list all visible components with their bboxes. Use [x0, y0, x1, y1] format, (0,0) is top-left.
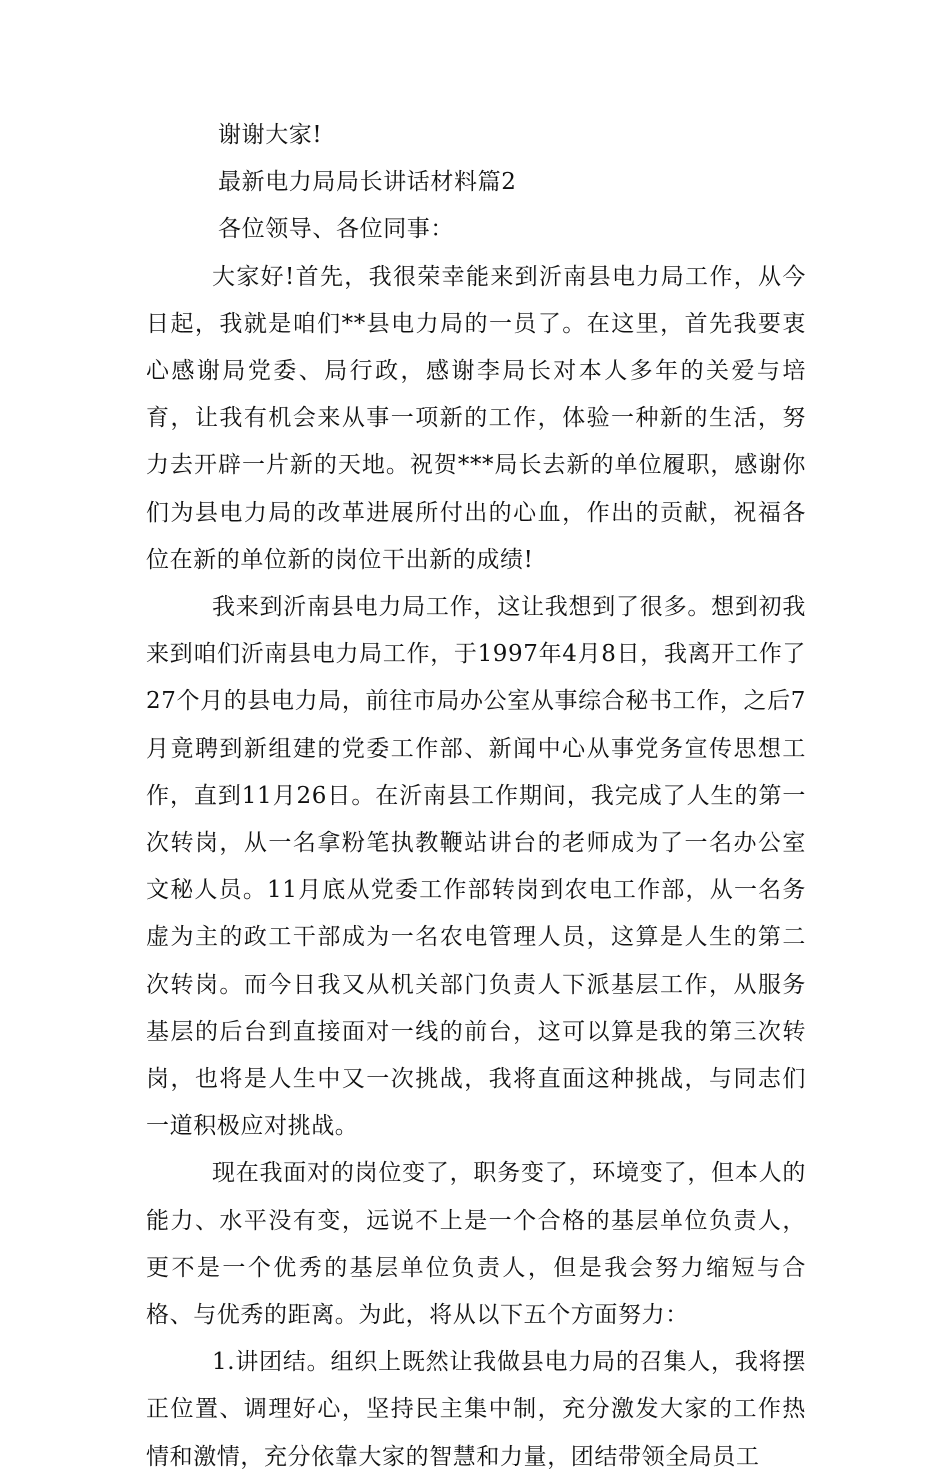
document-body	[146, 112, 806, 1481]
paragraph-opening: 大家好!首先，我很荣幸能来到沂南县电力局工作，从今日起，我就是咱们**县电力局的一员了。在这里，首先我要衷心感谢局党委、局行政，感谢李局长对本人多年的关爱与培育，让我有机会来从事一项新的工作，体验一种新的生活，努力去开辟一片新的天地。祝贺***局长去新的单位履职，感谢你们为县电力局的改革进展所付出的心血，作出的贡献，祝福各位在新的单位新的岗位干出新的成绩!	[146, 263, 806, 573]
paragraph-career: 我来到沂南县电力局工作，这让我想到了很多。想到初我来到咱们沂南县电力局工作，于1997年4月8日，我离开工作了27个月的县电力局，前往市局办公室从事综合秘书工作，之后7月竟聘到新组建的党委工作部、新闻中心从事党务宣传思想工作，直到11月26日。在沂南县工作期间，我完成了人生的第一次转岗，从一名拿粉笔执教鞭站讲台的老师成为了一名办公室文秘人员。11月底从党委工作部转岗到农电工作部，从一名务虚为主的政工干部成为一名农电管理人员，这算是人生的第二次转岗。而今日我又从机关部门负责人下派基层工作，从服务基层的后台到直接面对一线的前台，这可以算是我的第三次转岗，也将是人生中又一次挑战，我将直面这种挑战，与同志们一道积极应对挑战。	[146, 594, 806, 1140]
section-heading: 最新电力局局长讲话材料篇2	[218, 169, 517, 196]
paragraph-unity: 1.讲团结。组织上既然让我做县电力局的召集人，我将摆正位置、调理好心，坚持民主集中制，充分激发大家的工作热情和激情，充分依靠大家的智慧和力量，团结带领全局员工	[146, 1349, 806, 1470]
paragraph-commitment: 现在我面对的岗位变了，职务变了，环境变了，但本人的能力、水平没有变，远说不上是一个合格的基层单位负责人，更不是一个优秀的基层单位负责人，但是我会努力缩短与合格、与优秀的距离。为此，将从以下五个方面努力：	[146, 1160, 806, 1329]
greeting-line: 各位领导、各位同事：	[218, 216, 454, 243]
closing-thanks-line: 谢谢大家!	[218, 122, 323, 148]
